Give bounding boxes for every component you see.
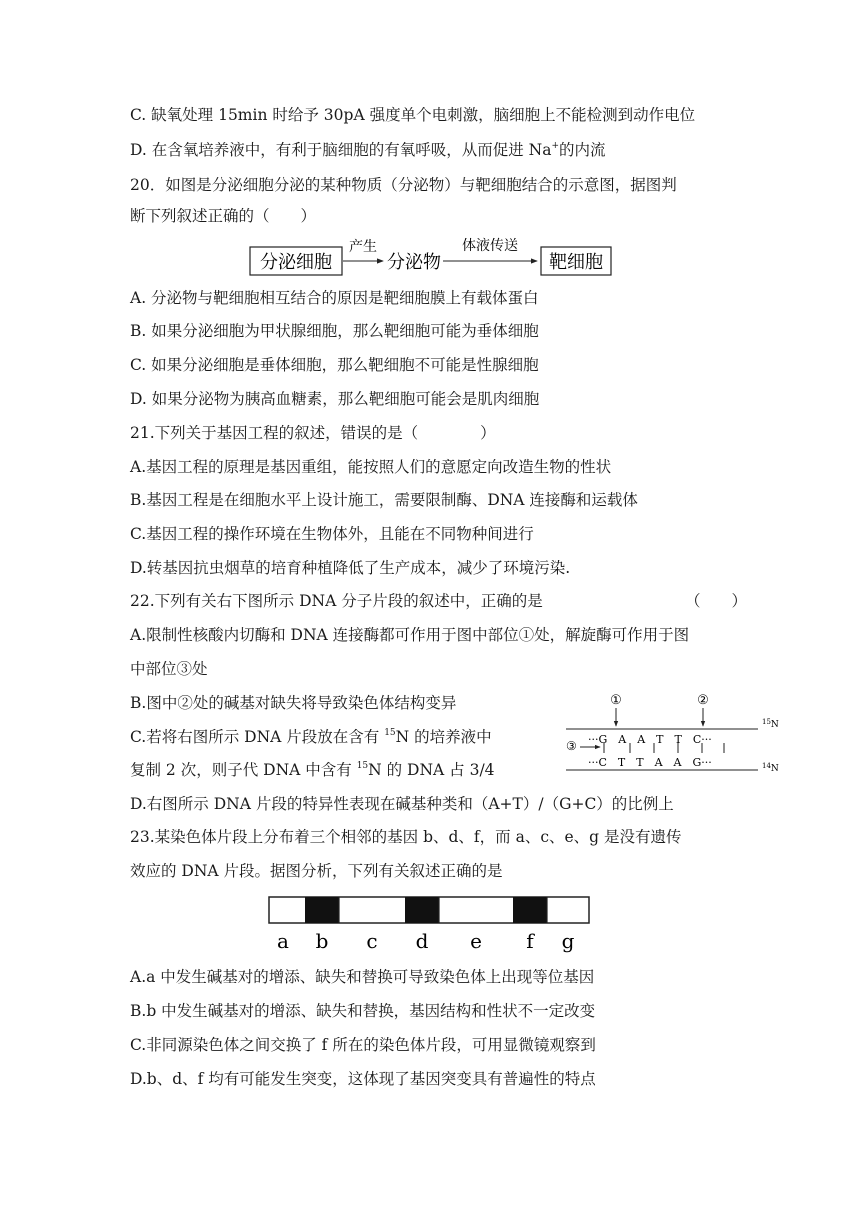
q23-option-b: B.b 中发生碱基对的增添、缺失和替换，基因结构和性状不一定改变 — [130, 1002, 596, 1020]
dna-top-strand-bases: ···G A A T T C··· — [588, 733, 712, 746]
q23-chromosome-figure — [265, 893, 595, 957]
chromosome-gene-d — [405, 897, 439, 923]
q22-option-b: B.图中②处的碱基对缺失将导致染色体结构变异 — [130, 694, 457, 712]
q21-option-d: D.转基因抗虫烟草的培育种植降低了生产成本，减少了环境污染. — [130, 559, 571, 577]
q22-stem-text: 22.下列有关右下图所示 DNA 分子片段的叙述中，正确的是 — [130, 592, 543, 610]
q22-option-c2-text: 复制 2 次，则子代 DNA 中含有 — [130, 761, 357, 779]
q22-option-c-tail: N 的培养液中 — [395, 728, 492, 746]
chromosome-label-d: d — [415, 929, 429, 953]
dna-bottom-strand-label: $^{14}$N — [762, 762, 779, 774]
q20-stem-line2: 断下列叙述正确的（ ） — [130, 207, 317, 225]
chromosome-gene-f — [513, 897, 547, 923]
q22-option-c-line1 — [130, 727, 492, 747]
q23-stem-line1: 23.某染色体片段上分布着三个相邻的基因 b、d、f，而 a、c、e、g 是没有遗传 — [130, 828, 682, 846]
chromosome-label-g: g — [561, 929, 575, 953]
q19-option-d-text: D. 在含氧培养液中，有利于脑细胞的有氧呼吸，从而促进 Na — [130, 141, 552, 159]
q20-flow-diagram — [245, 234, 625, 282]
q22-isotope-15: 15 — [384, 728, 396, 738]
dna-top-strand-label: $^{15}$N — [762, 718, 779, 730]
chromosome-label-a: a — [277, 929, 289, 953]
q22-option-c2-tail: N 的 DNA 占 3/4 — [368, 761, 495, 779]
dna-marker-2: ② — [697, 693, 709, 708]
q20-stem-line1: 20．如图是分泌细胞分泌的某种物质（分泌物）与靶细胞结合的示意图，据图判 — [130, 176, 677, 194]
q19-option-d-tail: 的内流 — [559, 141, 606, 159]
q22-option-a-line2: 中部位③处 — [130, 660, 208, 678]
q22-answer-paren: （ ） — [685, 592, 748, 610]
chromosome-segment-labels — [277, 929, 575, 953]
chromosome-label-c: c — [366, 929, 378, 953]
q20-option-a: A. 分泌物与靶细胞相互结合的原因是靶细胞膜上有载体蛋白 — [130, 289, 539, 307]
q21-option-a: A.基因工程的原理是基因重组，能按照人们的意愿定向改造生物的性状 — [130, 458, 612, 476]
q19-na-charge: + — [551, 141, 560, 151]
flow-arrow-produce-label: 产生 — [349, 239, 377, 255]
dna-bottom-strand-bases: ···C T T A A G··· — [588, 756, 712, 769]
q23-stem-line2: 效应的 DNA 片段。据图分析，下列有关叙述正确的是 — [130, 862, 503, 880]
flow-secretion-label: 分泌物 — [387, 252, 441, 273]
q23-option-d: D.b、d、f 均有可能发生突变，这体现了基因突变具有普遍性的特点 — [130, 1070, 596, 1088]
q20-option-b: B. 如果分泌细胞为甲状腺细胞，那么靶细胞可能为垂体细胞 — [130, 322, 539, 340]
q22-option-c-text: C.若将右图所示 DNA 片段放在含有 — [130, 728, 385, 746]
q22-option-d: D.右图所示 DNA 片段的特异性表现在碱基种类和（A+T）/（G+C）的比例上 — [130, 795, 674, 813]
q22-option-a-line1: A.限制性核酸内切酶和 DNA 连接酶都可作用于图中部位①处，解旋酶可作用于图 — [130, 626, 690, 644]
q22-isotope-15b: 15 — [356, 761, 369, 771]
chromosome-gene-b — [305, 897, 339, 923]
q21-stem: 21.下列关于基因工程的叙述，错误的是（ ） — [130, 424, 496, 442]
chromosome-label-f: f — [526, 929, 534, 953]
q19-option-c: C. 缺氧处理 15min 时给予 30pA 强度单个电刺激，脑细胞上不能检测到动作电位 — [130, 106, 696, 124]
flow-box-target-cell-label: 靶细胞 — [549, 252, 603, 273]
q23-option-c: C.非同源染色体之间交换了 f 所在的染色体片段，可用显微镜观察到 — [130, 1036, 596, 1054]
flow-arrow-transport-label: 体液传送 — [462, 238, 518, 254]
q21-option-b: B.基因工程是在细胞水平上设计施工，需要限制酶、DNA 连接酶和运载体 — [130, 491, 638, 509]
chromosome-label-b: b — [315, 929, 329, 953]
dna-marker-1: ① — [610, 693, 622, 708]
chromosome-label-e: e — [470, 929, 482, 953]
q20-option-c: C. 如果分泌细胞是垂体细胞，那么靶细胞不可能是性腺细胞 — [130, 356, 539, 374]
dna-marker-3: ③ — [566, 739, 577, 753]
q22-dna-figure — [560, 690, 800, 784]
q19-option-d — [130, 140, 606, 160]
q21-option-c: C.基因工程的操作环境在生物体外，且能在不同物种间进行 — [130, 525, 534, 543]
q22-option-c-line2 — [130, 760, 495, 780]
flow-box-secretory-cell-label: 分泌细胞 — [260, 252, 332, 273]
q20-option-d: D. 如果分泌物为胰高血糖素，那么靶细胞可能会是肌肉细胞 — [130, 390, 540, 408]
q23-option-a: A.a 中发生碱基对的增添、缺失和替换可导致染色体上出现等位基因 — [130, 968, 595, 986]
q22-stem — [130, 591, 748, 611]
